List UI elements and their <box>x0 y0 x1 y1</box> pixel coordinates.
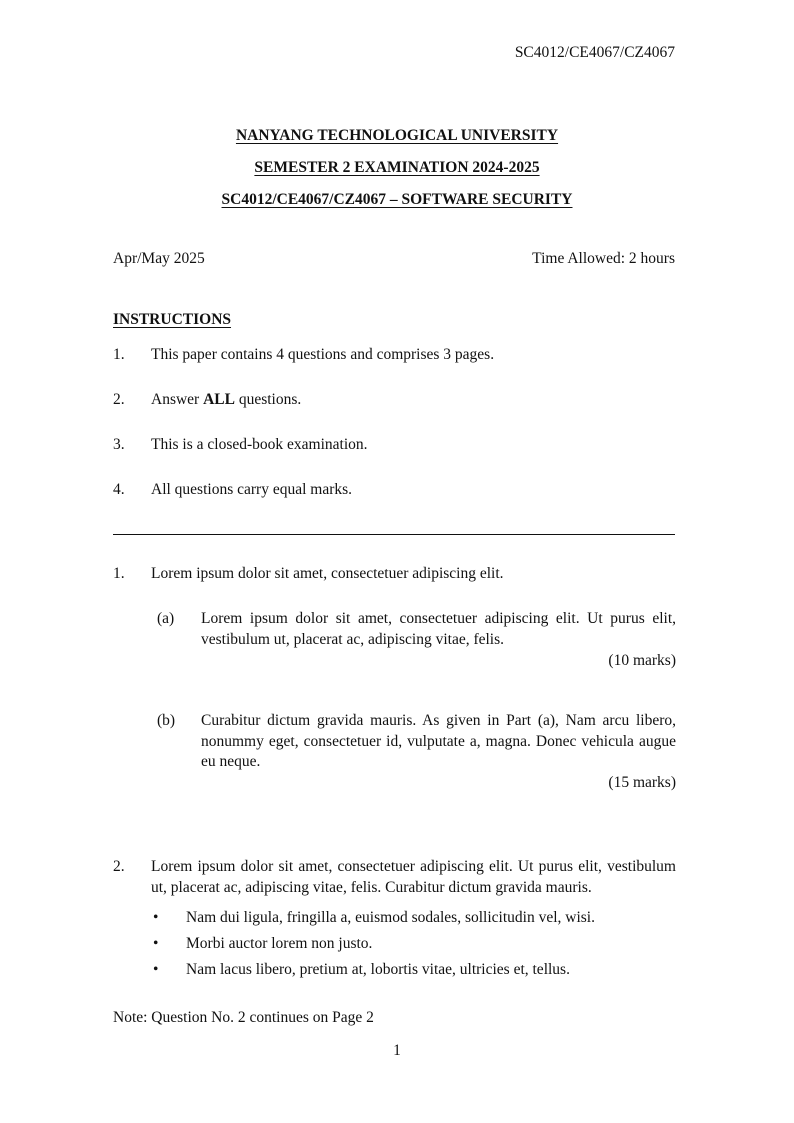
question-number: 1. <box>113 565 125 582</box>
question-text: Lorem ipsum dolor sit amet, consectetuer adipiscing elit. Ut purus elit, vestibulum ut, placerat ac, adipiscing vitae, felis. Curabitur dictum gravida mauris. <box>151 858 676 896</box>
part-label: (a) <box>157 610 175 627</box>
bullet-icon: • <box>153 909 159 926</box>
bullet-icon: • <box>153 961 159 978</box>
time-allowed: Time Allowed: 2 hours <box>532 250 675 267</box>
instruction-number: 4. <box>113 481 125 498</box>
part-text: Lorem ipsum dolor sit amet, consectetuer adipiscing elit. Ut purus elit, vestibulum ut, placerat ac, adipiscing vitae, felis. <box>201 610 676 648</box>
instruction-text: This paper contains 4 questions and comprises 3 pages. <box>151 346 495 363</box>
university-title: NANYANG TECHNOLOGICAL UNIVERSITY <box>235 127 559 144</box>
instruction-text: All questions carry equal marks. <box>151 481 353 498</box>
header-course-code: SC4012/CE4067/CZ4067 <box>514 44 675 61</box>
instruction-number: 3. <box>113 436 125 453</box>
bullet-item: Nam lacus libero, pretium at, lobortis vitae, ultricies et, tellus. <box>186 961 570 978</box>
bullet-item: Nam dui ligula, fringilla a, euismod sodales, sollicitudin vel, wisi. <box>186 909 595 926</box>
instruction-text-post: questions. <box>234 391 302 408</box>
bullet-item: Morbi auctor lorem non justo. <box>186 935 373 952</box>
instruction-text: This is a closed-book examination. <box>151 436 368 453</box>
question-text: Lorem ipsum dolor sit amet, consectetuer adipiscing elit. <box>151 565 504 582</box>
part-text: Curabitur dictum gravida mauris. As given in Part (a), Nam arcu libero, nonummy eget, consectetuer id, vulputate a, magna. Donec vehicula augue eu neque. <box>201 712 676 770</box>
exam-date: Apr/May 2025 <box>113 250 205 267</box>
instruction-number: 2. <box>113 391 125 408</box>
exam-title: SEMESTER 2 EXAMINATION 2024-2025 <box>254 159 540 176</box>
question-number: 2. <box>113 858 125 875</box>
instruction-text <box>151 390 301 410</box>
course-title: SC4012/CE4067/CZ4067 – SOFTWARE SECURITY <box>221 191 573 208</box>
page-number: 1 <box>393 1042 401 1059</box>
part-label: (b) <box>157 712 176 729</box>
part-marks: (10 marks) <box>608 652 676 669</box>
part-marks: (15 marks) <box>608 774 676 791</box>
continuation-note: Note: Question No. 2 continues on Page 2 <box>113 1009 374 1026</box>
instruction-text-pre: Answer <box>151 391 204 408</box>
instruction-number: 1. <box>113 346 125 363</box>
section-divider <box>113 534 675 535</box>
bullet-icon: • <box>153 935 159 952</box>
instruction-emphasis: ALL <box>203 391 235 408</box>
instructions-heading: INSTRUCTIONS <box>113 311 232 328</box>
